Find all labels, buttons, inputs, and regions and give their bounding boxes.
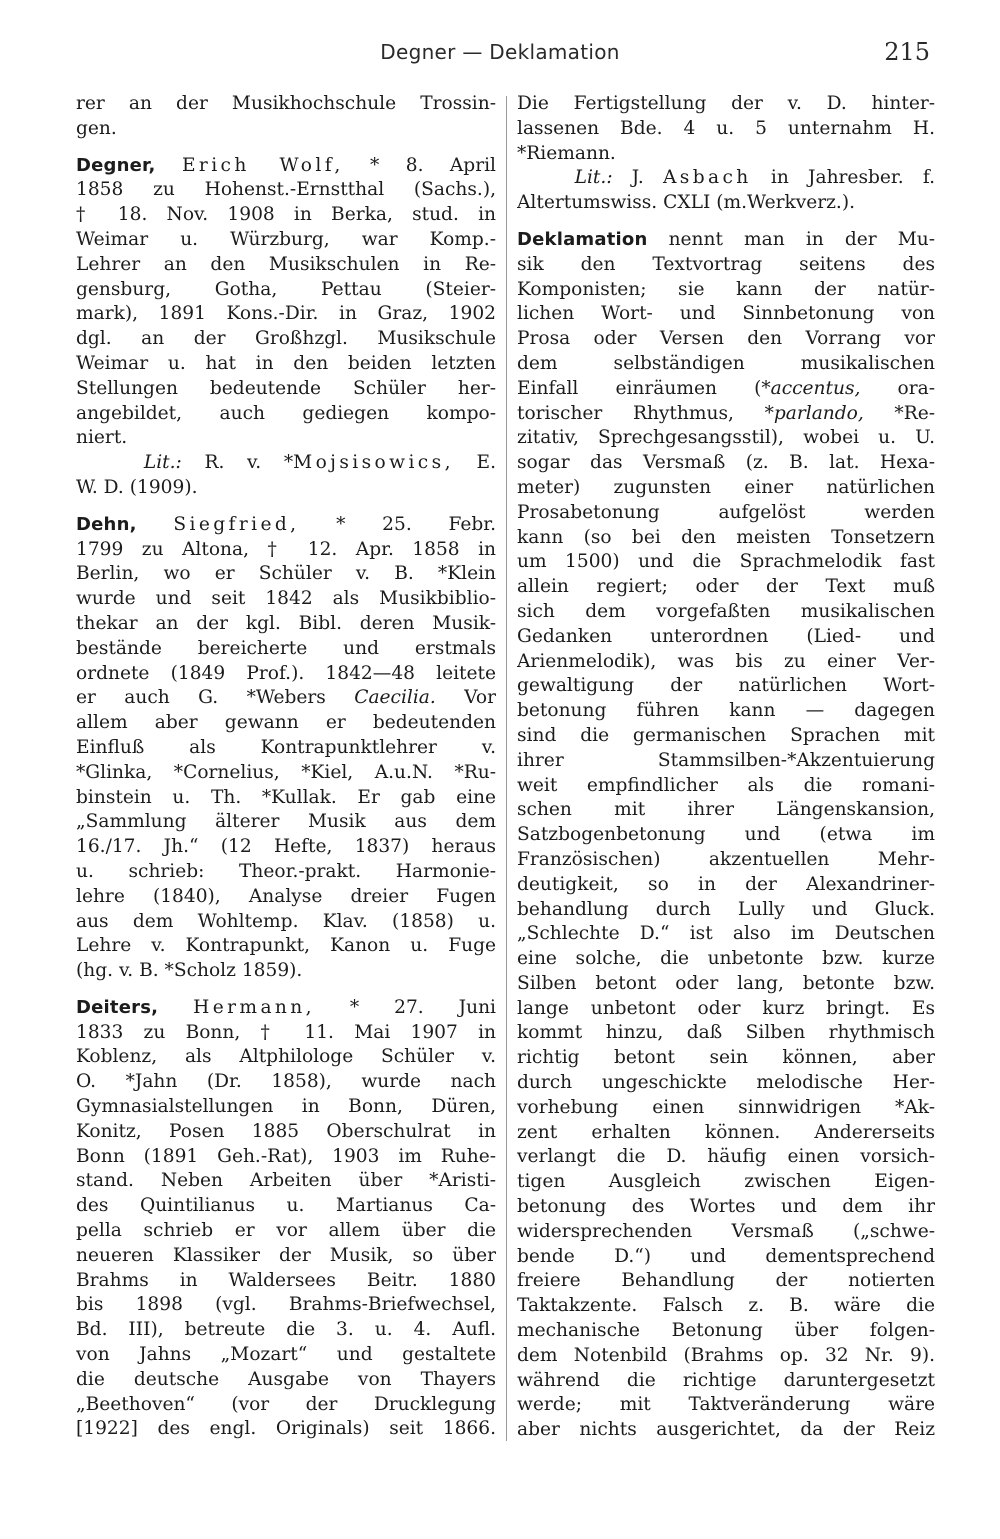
text-line: um 1500) und die Sprachmelodik fast: [517, 551, 935, 573]
text-line: sogar das Versmaß (z. B. lat. Hexa-: [517, 452, 935, 474]
text-line: „Schlechte D.“ ist also im Deutschen: [517, 923, 935, 945]
text-line: dem Notenbild (Brahms op. 32 Nr. 9).: [517, 1344, 935, 1366]
entry-degner: [76, 154, 496, 501]
text-line: tigen Ausgleich zwischen Eigen-: [517, 1171, 935, 1193]
text-line: werde; mit Taktveränderung wäre: [517, 1394, 935, 1416]
entry-headword: Deiters,: [76, 996, 159, 1018]
text-line: Berlin, wo er Schüler v. B. *Klein: [76, 563, 496, 585]
text-line: Prosa oder Versen den Vorrang vor: [517, 328, 935, 350]
lit-label: Lit.:: [574, 167, 613, 189]
text-line: mechanische Betonung über folgen-: [517, 1320, 935, 1342]
text-line: lichen Wort- und Sinnbetonung von: [517, 303, 935, 325]
text-line: 1833 zu Bonn, † 11. Mai 1907 in: [76, 1021, 496, 1043]
text-line: Arienmelodik), was bis zu einer Ver-: [517, 650, 935, 672]
entry-first-line: Deklamation nennt man in der Mu-: [517, 228, 935, 250]
text-line: lassenen Bde. 4 u. 5 unternahm H.: [517, 117, 935, 139]
text-line: deutigkeit, so in der Alexandriner-: [517, 873, 935, 895]
text-line: stand. Neben Arbeiten über *Aristi-: [76, 1170, 496, 1192]
text-line: gen.: [76, 117, 117, 139]
text-line: Bonn (1891 Geh.-Rat), 1903 im Ruhe-: [76, 1145, 496, 1167]
text-line: Einfluß als Kontrapunktlehrer v.: [76, 736, 496, 758]
text-line: zitativ, Sprechgesangsstil), wobei u. U.: [517, 427, 935, 449]
text-line: er auch G. *Webers Caecilia. Vor: [76, 687, 496, 709]
text-line: bestände bereicherte und erstmals: [76, 637, 496, 659]
text-line: allem aber gewann er bedeutenden: [76, 712, 496, 734]
text-line: vorhebung einen sinnwidrigen *Ak-: [517, 1096, 935, 1118]
text-line: behandlung durch Lully und Gluck.: [517, 898, 935, 920]
text-line: thekar an der kgl. Bibl. deren Musik-: [76, 612, 496, 634]
text-line: „Beethoven“ (vor der Drucklegung: [76, 1393, 496, 1415]
italic-title: Caecilia.: [354, 687, 436, 709]
text-line: lange unbetont oder kurz bringt. Es: [517, 997, 935, 1019]
italic-term: accentus,: [770, 377, 861, 399]
text-line: gensburg, Gotha, Pettau (Steier-: [76, 278, 496, 300]
column-divider: [506, 96, 507, 1441]
text-line: Einfall einräumen (*accentus, ora-: [517, 377, 935, 399]
text-line: gewaltigung der natürlichen Wort-: [517, 675, 935, 697]
entry-given-name: Siegfried,: [173, 513, 300, 535]
text-line: Lehre v. Kontrapunkt, Kanon u. Fuge: [76, 935, 496, 957]
text-line: meter) zugunsten einer natürlichen: [517, 476, 935, 498]
entry-first-line: Deiters, Hermann, * 27. Juni: [76, 996, 496, 1018]
text-line: bende D.“) und dementsprechend: [517, 1245, 935, 1267]
text-line: Satzbogenbetonung und (etwa im: [517, 824, 935, 846]
lit-label: Lit.:: [143, 452, 182, 474]
left-column: [76, 92, 496, 1442]
text-line: kann (so bei den meisten Tonsetzern: [517, 526, 935, 548]
page-header: [0, 38, 1000, 72]
text-line: die deutsche Ausgabe von Thayers: [76, 1368, 496, 1390]
text-line: angebildet, auch gediegen kompo-: [76, 402, 496, 424]
text-line: Altertumswiss. CXLI (m.Werkverz.).: [517, 192, 856, 214]
entry-headword: Dehn,: [76, 513, 137, 535]
text-line: 1799 zu Altona, † 12. Apr. 1858 in: [76, 538, 496, 560]
text-line: pella schrieb er vor allem über die: [76, 1220, 496, 1242]
entry-headword: Degner,: [76, 154, 156, 176]
text-line: richtig betont sein können, aber: [517, 1047, 935, 1069]
text-line: verlangt die D. häufig einen vorsich-: [517, 1146, 935, 1168]
text-line: O. *Jahn (Dr. 1858), wurde nach: [76, 1071, 496, 1093]
text-line: sind die germanischen Sprachen mit: [517, 724, 935, 746]
text-line: eine solche, die unbetonte bzw. kurze: [517, 948, 935, 970]
text-line: freiere Behandlung der notierten: [517, 1270, 935, 1292]
text-line: aber nichts ausgerichtet, da der Reiz: [517, 1419, 935, 1441]
text-line: kommt hinzu, daß Silben rhythmisch: [517, 1022, 935, 1044]
text-line: „Sammlung älterer Musik aus dem: [76, 811, 496, 833]
text-line: W. D. (1909).: [76, 476, 198, 498]
text-line: des Quintilianus u. Martianus Ca-: [76, 1195, 496, 1217]
text-line: aus dem Wohltemp. Klav. (1858) u.: [76, 910, 496, 932]
text-line: *Glinka, *Cornelius, *Kiel, A.u.N. *Ru-: [76, 761, 496, 783]
continuation-paragraph: [517, 92, 935, 216]
text-line: ordnete (1849 Prof.). 1842—48 leitete: [76, 662, 496, 684]
text-line: allein regiert; oder der Text muß: [517, 576, 935, 598]
text-line: Komponisten; sie kann der natür-: [517, 278, 935, 300]
text-line: † 18. Nov. 1908 in Berka, stud. in: [76, 204, 496, 226]
text-line: wurde und seit 1842 als Musikbiblio-: [76, 588, 496, 610]
text-line: lehre (1840), Analyse dreier Fugen: [76, 885, 496, 907]
text-line: widersprechenden Versmaß („schwe-: [517, 1220, 935, 1242]
lit-author: Asbach: [662, 167, 752, 189]
text-line: Weimar u. hat in den beiden letzten: [76, 352, 496, 374]
text-line: sich dem vorgefaßten musikalischen: [517, 600, 935, 622]
text-line: neueren Klassiker der Musik, so über: [76, 1244, 496, 1266]
entry-dehn: [76, 513, 496, 984]
running-head: Degner — Deklamation: [380, 40, 620, 64]
text-line: 16./17. Jh.“ (12 Hefte, 1837) heraus: [76, 836, 496, 858]
right-column: [517, 92, 935, 1443]
lit-author: Mojsisowics,: [293, 452, 454, 474]
text-line: von Jahns „Mozart“ und gestaltete: [76, 1344, 496, 1366]
entry-first-line: Dehn, Siegfried, * 25. Febr.: [76, 513, 496, 535]
text-line: u. schrieb: Theor.-prakt. Harmonie-: [76, 860, 496, 882]
text-line: Französischen) akzentuellen Mehr-: [517, 848, 935, 870]
text-line: ihrer Stammsilben-*Akzentuierung: [517, 749, 935, 771]
text-line: Stellungen bedeutende Schüler her-: [76, 377, 496, 399]
page-number: 215: [884, 38, 930, 66]
text-line: Weimar u. Würzburg, war Komp.-: [76, 228, 496, 250]
text-line: (hg. v. B. *Scholz 1859).: [76, 960, 303, 982]
text-line: binstein u. Th. *Kullak. Er gab eine: [76, 786, 496, 808]
text-line: dem selbständigen musikalischen: [517, 352, 935, 374]
text-line: Gedanken unterordnen (Lied- und: [517, 625, 935, 647]
entry-deklamation: [517, 228, 935, 1443]
text-line: betonung führen kann — dagegen: [517, 700, 935, 722]
text-line: Prosabetonung aufgelöst werden: [517, 501, 935, 523]
entry-headword: Deklamation: [517, 228, 648, 250]
continuation-paragraph: [76, 92, 496, 142]
text-line: Taktakzente. Falsch z. B. wäre die: [517, 1295, 935, 1317]
text-line: zent erhalten können. Andererseits: [517, 1121, 935, 1143]
italic-term: parlando,: [773, 402, 864, 424]
entry-deiters: [76, 996, 496, 1442]
text-line: Gymnasialstellungen in Bonn, Düren,: [76, 1096, 496, 1118]
text-line: niert.: [76, 427, 128, 449]
text-line: betonung des Wortes und dem ihr: [517, 1196, 935, 1218]
text-line: während die richtige daruntergesetzt: [517, 1369, 935, 1391]
literature-line: Lit.: R. v. *Mojsisowics, E.: [143, 452, 496, 474]
literature-line: Lit.: J. Asbach in Jahresber. f.: [574, 167, 935, 189]
text-line: Konitz, Posen 1885 Oberschulrat in: [76, 1120, 496, 1142]
text-line: *Riemann.: [517, 142, 616, 164]
text-line: Lehrer an den Musikschulen in Re-: [76, 253, 496, 275]
text-line: sik den Textvortrag seitens des: [517, 253, 935, 275]
text-line: Die Fertigstellung der v. D. hinter-: [517, 93, 935, 114]
text-line: mark), 1891 Kons.-Dir. in Graz, 1902: [76, 303, 496, 325]
text-line: 1858 zu Hohenst.-Ernstthal (Sachs.),: [76, 179, 496, 201]
entry-given-name: Hermann,: [193, 996, 315, 1018]
entry-given-name: Erich Wolf,: [181, 154, 344, 176]
text-line: weit empfindlicher als die romani-: [517, 774, 935, 796]
entry-first-line: Degner, Erich Wolf, * 8. April: [76, 154, 496, 176]
text-line: rer an der Musikhochschule Trossin-: [76, 93, 496, 114]
text-line: Silben betont oder lang, betonte bzw.: [517, 972, 935, 994]
text-line: Brahms in Waldersees Beitr. 1880: [76, 1269, 496, 1291]
text-line: bis 1898 (vgl. Brahms-Briefwechsel,: [76, 1294, 496, 1316]
text-line: durch ungeschickte melodische Her-: [517, 1072, 935, 1094]
text-line: dgl. an der Großhzgl. Musikschule: [76, 328, 496, 350]
text-line: [1922] des engl. Originals) seit 1866.: [76, 1418, 496, 1440]
text-line: torischer Rhythmus, *parlando, *Re-: [517, 402, 935, 424]
text-line: Koblenz, als Altphilologe Schüler v.: [76, 1046, 496, 1068]
text-line: Bd. III), betreute die 3. u. 4. Aufl.: [76, 1319, 496, 1341]
text-line: schen mit ihrer Längenskansion,: [517, 799, 935, 821]
